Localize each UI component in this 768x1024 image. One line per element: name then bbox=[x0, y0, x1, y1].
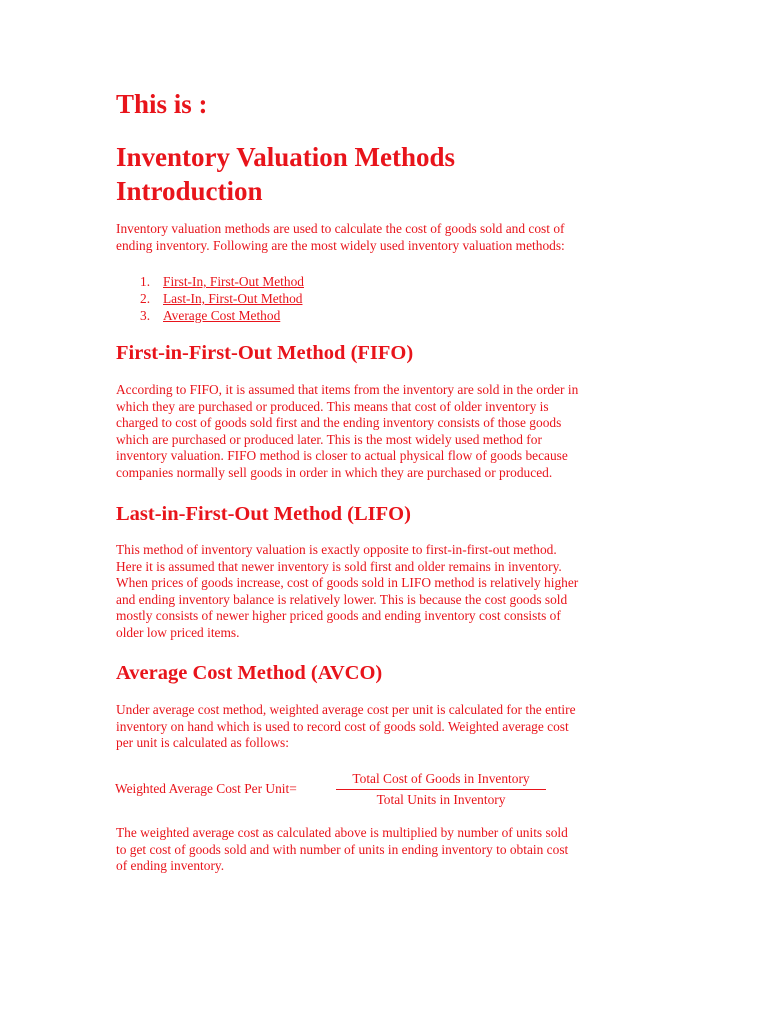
lifo-line: older low priced items. bbox=[116, 624, 240, 640]
list-number: 2. bbox=[140, 291, 151, 306]
intro-paragraph bbox=[116, 221, 661, 254]
intro-line: ending inventory. Following are the most widely used inventory valuation methods: bbox=[116, 237, 565, 253]
formula-fraction bbox=[336, 770, 546, 809]
page-title bbox=[116, 140, 636, 208]
page-title-line-2: Introduction bbox=[116, 176, 263, 206]
avco-closing-paragraph bbox=[116, 825, 661, 875]
avco-line: inventory on hand which is used to record cost of goods sold. Weighted average cost bbox=[116, 718, 569, 734]
lifo-line: and ending inventory balance is relatively lower. This is because the cost goods sold bbox=[116, 591, 568, 607]
avco-line: Under average cost method, weighted average cost per unit is calculated for the entire bbox=[116, 702, 576, 717]
link-average-cost[interactable]: Average Cost Method bbox=[163, 308, 281, 323]
formula-numerator: Total Cost of Goods in Inventory bbox=[352, 771, 530, 786]
list-item bbox=[116, 307, 304, 324]
lifo-line: When prices of goods increase, cost of goods sold in LIFO method is relatively higher bbox=[116, 575, 579, 591]
lifo-paragraph bbox=[116, 542, 661, 642]
this-is-heading: This is : bbox=[116, 89, 208, 119]
fifo-line: According to FIFO, it is assumed that items from the inventory are sold in the order in bbox=[116, 382, 579, 397]
fifo-line: which are purchased or produced later. This is the most widely used method for bbox=[116, 431, 542, 447]
avco-closing-line: to get cost of goods sold and with number of units in ending inventory to obtain cost bbox=[116, 841, 569, 857]
fraction-bar bbox=[336, 789, 546, 790]
lifo-line: Here it is assumed that newer inventory is sold first and older remains in inventory. bbox=[116, 558, 562, 574]
fifo-line: inventory valuation. FIFO method is closer to actual physical flow of goods because bbox=[116, 448, 568, 464]
fifo-paragraph bbox=[116, 382, 661, 482]
fifo-heading: First-in-First-Out Method (FIFO) bbox=[116, 342, 414, 364]
avco-closing-line: of ending inventory. bbox=[116, 858, 225, 874]
fifo-line: charged to cost of goods sold first and the ending inventory consists of those goods bbox=[116, 415, 562, 431]
lifo-line: This method of inventory valuation is exactly opposite to first-in-first-out method. bbox=[116, 542, 557, 557]
list-number: 1. bbox=[140, 274, 151, 289]
list-item bbox=[116, 273, 304, 290]
avco-paragraph bbox=[116, 702, 661, 752]
link-last-in-first-out[interactable]: Last-In, First-Out Method bbox=[163, 291, 303, 306]
formula-denominator: Total Units in Inventory bbox=[376, 792, 506, 807]
fifo-line: which they are purchased or produced. This means that cost of older inventory is bbox=[116, 398, 549, 414]
formula-lhs: Weighted Average Cost Per Unit= bbox=[115, 781, 297, 796]
list-number: 3. bbox=[140, 308, 151, 323]
fifo-line: companies normally sell goods in order in which they are purchased or produced. bbox=[116, 464, 553, 480]
avco-line: per unit is calculated as follows: bbox=[116, 735, 289, 751]
avco-closing-line: The weighted average cost as calculated above is multiplied by number of units sold bbox=[116, 825, 568, 840]
intro-line: Inventory valuation methods are used to calculate the cost of goods sold and cost of bbox=[116, 221, 565, 236]
list-item bbox=[116, 290, 304, 307]
lifo-line: mostly consists of newer higher priced goods and ending inventory cost consists of bbox=[116, 608, 561, 624]
link-first-in-first-out[interactable]: First-In, First-Out Method bbox=[163, 274, 304, 289]
methods-list bbox=[116, 273, 304, 324]
avco-heading: Average Cost Method (AVCO) bbox=[116, 662, 383, 684]
lifo-heading: Last-in-First-Out Method (LIFO) bbox=[116, 503, 411, 525]
page-title-line-1: Inventory Valuation Methods bbox=[116, 142, 456, 172]
